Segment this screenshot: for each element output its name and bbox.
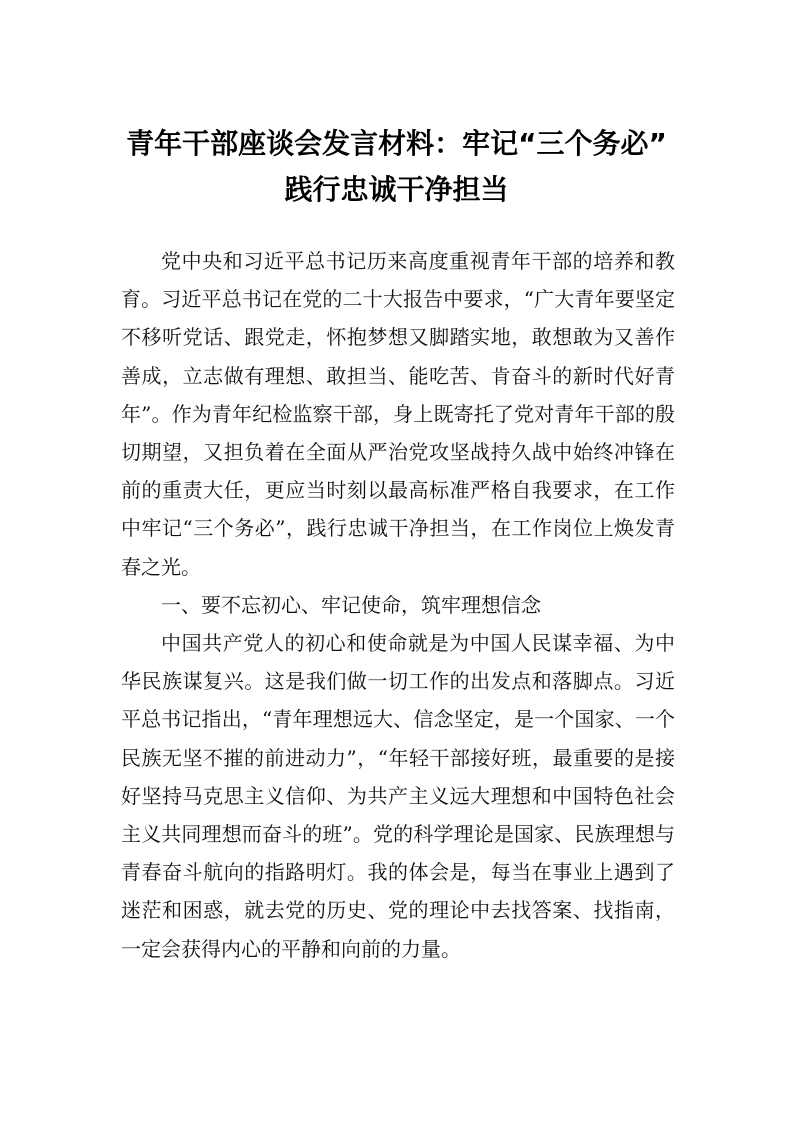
paragraph-intro: 党中央和习近平总书记历来高度重视青年干部的培养和教育。习近平总书记在党的二十大报告中要求，“广大青年要坚定不移听党话、跟党走，怀抱梦想又脚踏实地，敢想敢为又善作善成，立志做有理想、敢担当、能吃苦、肯奋斗的新时代好青年”。作为青年纪检监察干部，身上既寄托了党对青年干部的殷切期望，又担负着在全面从严治党攻坚战持久战中始终冲锋在前的重责大任，更应当时刻以最高标准严格自我要求，在工作中牢记“三个务必”，践行忠诚干净担当，在工作岗位上焕发青春之光。 — [121, 249, 675, 579]
document-title-line-2: 践行忠诚干净担当 — [284, 173, 509, 206]
document-title-line-1: 青年干部座谈会发言材料：牢记“三个务必” — [126, 127, 667, 160]
document-body — [121, 242, 675, 968]
section-heading-1: 一、要不忘初心、牢记使命，筑牢理想信念 — [161, 592, 541, 617]
paragraph-section-1: 中国共产党人的初心和使命就是为中国人民谋幸福、为中华民族谋复兴。这是我们做一切工作的出发点和落脚点。习近平总书记指出，“青年理想远大、信念坚定，是一个国家、一个民族无坚不摧的前进动力”，“年轻干部接好班，最重要的是接好坚持马克思主义信仰、为共产主义远大理想和中国特色社会主义共同理想而奋斗的班”。党的科学理论是国家、民族理想与青春奋斗航向的指路明灯。我的体会是，每当在事业上遇到了迷茫和困惑，就去党的历史、党的理论中去找答案、找指南，一定会获得内心的平静和向前的力量。 — [121, 631, 675, 961]
